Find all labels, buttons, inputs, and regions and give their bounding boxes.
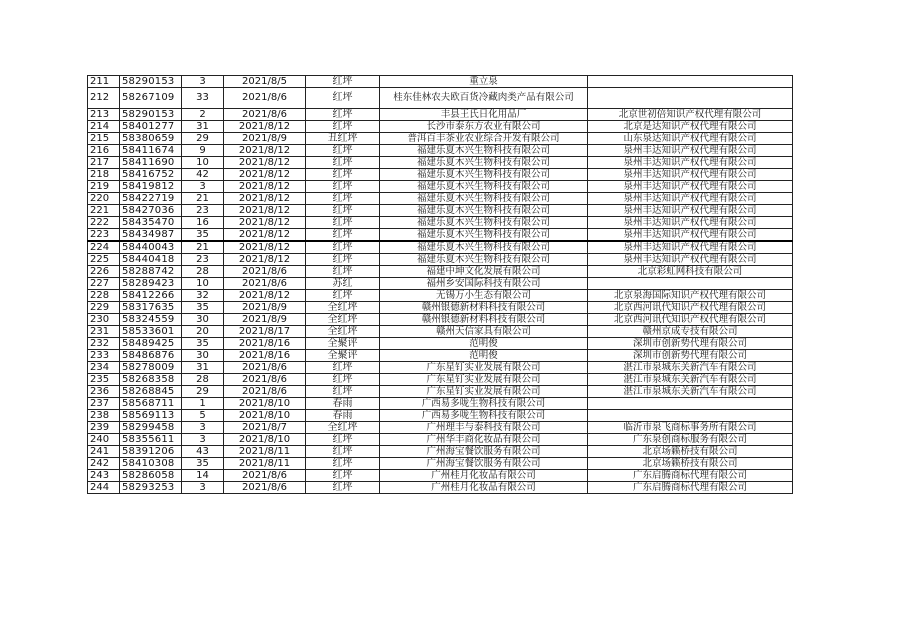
registration-number-cell: 58410308 [120, 458, 182, 470]
class-cell: 28 [182, 266, 224, 278]
status-cell: 全红坪 [306, 422, 380, 434]
status-cell: 红坪 [306, 241, 380, 254]
class-cell: 3 [182, 422, 224, 434]
registration-number-cell: 58434987 [120, 229, 182, 242]
row-number-cell: 211 [88, 76, 120, 88]
class-cell: 23 [182, 254, 224, 266]
registration-number-cell: 58411674 [120, 145, 182, 157]
table-row [88, 254, 793, 266]
date-cell: 2021/8/6 [224, 386, 306, 398]
applicant-cell: 丰县王氏日化用品厂 [380, 109, 588, 121]
table-row [88, 121, 793, 133]
table-row [88, 266, 793, 278]
date-cell: 2021/8/9 [224, 302, 306, 314]
agent-cell: 山东泉达知识产权代理有限公司 [588, 133, 793, 145]
registration-number-cell: 58324559 [120, 314, 182, 326]
agent-cell: 广东启腾商标代理有限公司 [588, 470, 793, 482]
status-cell: 红坪 [306, 362, 380, 374]
class-cell: 35 [182, 458, 224, 470]
class-cell: 42 [182, 169, 224, 181]
date-cell: 2021/8/6 [224, 88, 306, 109]
applicant-cell: 广州华丰商化妆品有限公司 [380, 434, 588, 446]
agent-cell: 泉州丰达知识产权代理有限公司 [588, 169, 793, 181]
row-number-cell: 237 [88, 398, 120, 410]
agent-cell: 泉州丰达知识产权代理有限公司 [588, 145, 793, 157]
status-cell: 红坪 [306, 434, 380, 446]
table-row [88, 109, 793, 121]
table-row [88, 434, 793, 446]
date-cell: 2021/8/7 [224, 422, 306, 434]
table-row [88, 398, 793, 410]
status-cell: 红坪 [306, 254, 380, 266]
class-cell: 43 [182, 446, 224, 458]
row-number-cell: 235 [88, 374, 120, 386]
registration-number-cell: 58489425 [120, 338, 182, 350]
class-cell: 10 [182, 157, 224, 169]
class-cell: 35 [182, 338, 224, 350]
table-row [88, 386, 793, 398]
applicant-cell: 广州海宝餐饮服务有限公司 [380, 458, 588, 470]
date-cell: 2021/8/10 [224, 434, 306, 446]
applicant-cell: 广东星钉实业发展有限公司 [380, 362, 588, 374]
table-row [88, 326, 793, 338]
row-number-cell: 232 [88, 338, 120, 350]
agent-cell: 北京泉海国际知识产权代理有限公司 [588, 290, 793, 302]
agent-cell: 深圳市创新势代理有限公司 [588, 350, 793, 362]
status-cell: 苏红 [306, 278, 380, 290]
class-cell: 14 [182, 470, 224, 482]
class-cell: 23 [182, 205, 224, 217]
date-cell: 2021/8/6 [224, 470, 306, 482]
date-cell: 2021/8/6 [224, 362, 306, 374]
date-cell: 2021/8/9 [224, 133, 306, 145]
class-cell: 30 [182, 350, 224, 362]
status-cell: 红坪 [306, 217, 380, 229]
applicant-cell: 福建乐夏木兴生物科技有限公司 [380, 193, 588, 205]
date-cell: 2021/8/11 [224, 446, 306, 458]
registration-number-cell: 58435470 [120, 217, 182, 229]
status-cell: 红坪 [306, 205, 380, 217]
date-cell: 2021/8/6 [224, 482, 306, 494]
row-number-cell: 241 [88, 446, 120, 458]
status-cell: 红坪 [306, 386, 380, 398]
status-cell: 全聚评 [306, 350, 380, 362]
agent-cell: 北京彩虹网科技有限公司 [588, 266, 793, 278]
status-cell: 红坪 [306, 121, 380, 133]
status-cell: 红坪 [306, 76, 380, 88]
status-cell: 红坪 [306, 157, 380, 169]
table-row [88, 88, 793, 109]
class-cell: 5 [182, 410, 224, 422]
table-row [88, 314, 793, 326]
registration-number-cell: 58419812 [120, 181, 182, 193]
class-cell: 10 [182, 278, 224, 290]
table-row [88, 133, 793, 145]
agent-cell [588, 278, 793, 290]
class-cell: 32 [182, 290, 224, 302]
date-cell: 2021/8/12 [224, 145, 306, 157]
registration-number-cell: 58290153 [120, 76, 182, 88]
class-cell: 29 [182, 133, 224, 145]
status-cell: 红坪 [306, 169, 380, 181]
agent-cell: 北京是达知识产权代理有限公司 [588, 121, 793, 133]
date-cell: 2021/8/10 [224, 410, 306, 422]
class-cell: 3 [182, 76, 224, 88]
agent-cell: 湛江市泉城东关新汽车有限公司 [588, 386, 793, 398]
row-number-cell: 214 [88, 121, 120, 133]
status-cell: 红坪 [306, 482, 380, 494]
date-cell: 2021/8/17 [224, 326, 306, 338]
class-cell: 3 [182, 482, 224, 494]
row-number-cell: 230 [88, 314, 120, 326]
registration-number-cell: 58440418 [120, 254, 182, 266]
date-cell: 2021/8/12 [224, 169, 306, 181]
status-cell: 全红坪 [306, 326, 380, 338]
table-row [88, 410, 793, 422]
table-row [88, 181, 793, 193]
agent-cell: 泉州丰达知识产权代理有限公司 [588, 205, 793, 217]
status-cell: 红坪 [306, 458, 380, 470]
row-number-cell: 224 [88, 241, 120, 254]
applicant-cell: 广州理丰与泰科技有限公司 [380, 422, 588, 434]
applicant-cell: 范明俊 [380, 338, 588, 350]
row-number-cell: 213 [88, 109, 120, 121]
row-number-cell: 244 [88, 482, 120, 494]
row-number-cell: 228 [88, 290, 120, 302]
table-body [88, 76, 793, 494]
table-row [88, 157, 793, 169]
row-number-cell: 240 [88, 434, 120, 446]
applicant-cell: 桂东佳林农夫欧百货冷藏肉类产品有限公司 [380, 88, 588, 109]
class-cell: 16 [182, 217, 224, 229]
registration-number-cell: 58355611 [120, 434, 182, 446]
status-cell: 红坪 [306, 145, 380, 157]
table-row [88, 422, 793, 434]
table-row [88, 362, 793, 374]
applicant-cell: 福建乐夏木兴生物科技有限公司 [380, 145, 588, 157]
row-number-cell: 216 [88, 145, 120, 157]
table-row [88, 338, 793, 350]
agent-cell [588, 88, 793, 109]
row-number-cell: 223 [88, 229, 120, 242]
date-cell: 2021/8/12 [224, 157, 306, 169]
applicant-cell: 赣州银德新材料科技有限公司 [380, 314, 588, 326]
class-cell: 2 [182, 109, 224, 121]
row-number-cell: 231 [88, 326, 120, 338]
table-row [88, 278, 793, 290]
date-cell: 2021/8/12 [224, 229, 306, 242]
registration-number-cell: 58289423 [120, 278, 182, 290]
registration-number-cell: 58268845 [120, 386, 182, 398]
applicant-cell: 赣州天信家具有限公司 [380, 326, 588, 338]
date-cell: 2021/8/10 [224, 398, 306, 410]
applicant-cell: 福建乐夏木兴生物科技有限公司 [380, 217, 588, 229]
registration-number-cell: 58278009 [120, 362, 182, 374]
class-cell: 21 [182, 193, 224, 205]
applicant-cell: 福建乐夏木兴生物科技有限公司 [380, 254, 588, 266]
row-number-cell: 227 [88, 278, 120, 290]
row-number-cell: 236 [88, 386, 120, 398]
registration-number-cell: 58391206 [120, 446, 182, 458]
agent-cell: 泉州丰达知识产权代理有限公司 [588, 157, 793, 169]
row-number-cell: 229 [88, 302, 120, 314]
agent-cell: 泉州丰达知识产权代理有限公司 [588, 217, 793, 229]
applicant-cell: 广东星钉实业发展有限公司 [380, 386, 588, 398]
agent-cell: 北京西河讯代知识产权代理有限公司 [588, 314, 793, 326]
table-row [88, 446, 793, 458]
registration-number-cell: 58412266 [120, 290, 182, 302]
applicant-cell: 赣州银德新材料科技有限公司 [380, 302, 588, 314]
row-number-cell: 226 [88, 266, 120, 278]
class-cell: 35 [182, 229, 224, 242]
registration-number-cell: 58422719 [120, 193, 182, 205]
status-cell: 红坪 [306, 88, 380, 109]
status-cell: 全红坪 [306, 314, 380, 326]
class-cell: 20 [182, 326, 224, 338]
applicant-cell: 广州桂月化妆品有限公司 [380, 482, 588, 494]
row-number-cell: 222 [88, 217, 120, 229]
class-cell: 28 [182, 374, 224, 386]
agent-cell: 北京西河讯代知识产权代理有限公司 [588, 302, 793, 314]
row-number-cell: 215 [88, 133, 120, 145]
agent-cell: 深圳市创新势代理有限公司 [588, 338, 793, 350]
applicant-cell: 无锡万小生态有限公司 [380, 290, 588, 302]
row-number-cell: 212 [88, 88, 120, 109]
agent-cell: 泉州丰达知识产权代理有限公司 [588, 254, 793, 266]
row-number-cell: 220 [88, 193, 120, 205]
agent-cell: 临沂市泉飞商标事务所有限公司 [588, 422, 793, 434]
date-cell: 2021/8/16 [224, 350, 306, 362]
status-cell: 全聚评 [306, 338, 380, 350]
table-row [88, 193, 793, 205]
date-cell: 2021/8/6 [224, 109, 306, 121]
class-cell: 31 [182, 121, 224, 133]
class-cell: 30 [182, 314, 224, 326]
class-cell: 1 [182, 398, 224, 410]
table-row [88, 229, 793, 242]
registration-number-cell: 58268358 [120, 374, 182, 386]
registration-number-cell: 58416752 [120, 169, 182, 181]
applicant-cell: 福建乐夏木兴生物科技有限公司 [380, 229, 588, 242]
registration-number-cell: 58286058 [120, 470, 182, 482]
applicant-cell: 福建乐夏木兴生物科技有限公司 [380, 157, 588, 169]
date-cell: 2021/8/12 [224, 181, 306, 193]
date-cell: 2021/8/12 [224, 241, 306, 254]
date-cell: 2021/8/5 [224, 76, 306, 88]
status-cell: 红坪 [306, 193, 380, 205]
status-cell: 红坪 [306, 446, 380, 458]
registration-number-cell: 58401277 [120, 121, 182, 133]
date-cell: 2021/8/12 [224, 193, 306, 205]
agent-cell: 北京世初倍知识产权代理有限公司 [588, 109, 793, 121]
record-table [87, 75, 793, 494]
agent-cell [588, 76, 793, 88]
status-cell: 红坪 [306, 290, 380, 302]
applicant-cell: 范明俊 [380, 350, 588, 362]
agent-cell: 泉州丰达知识产权代理有限公司 [588, 193, 793, 205]
applicant-cell: 重立泉 [380, 76, 588, 88]
applicant-cell: 福州乡安国际科技有限公司 [380, 278, 588, 290]
table-row [88, 482, 793, 494]
agent-cell: 泉州丰达知识产权代理有限公司 [588, 241, 793, 254]
table-row [88, 290, 793, 302]
row-number-cell: 217 [88, 157, 120, 169]
agent-cell: 湛江市泉城东关新汽车有限公司 [588, 374, 793, 386]
registration-number-cell: 58288742 [120, 266, 182, 278]
applicant-cell: 福建乐夏木兴生物科技有限公司 [380, 181, 588, 193]
row-number-cell: 218 [88, 169, 120, 181]
registration-number-cell: 58293253 [120, 482, 182, 494]
row-number-cell: 219 [88, 181, 120, 193]
registration-number-cell: 58440043 [120, 241, 182, 254]
registration-number-cell: 58380659 [120, 133, 182, 145]
applicant-cell: 广西易多咙生物科技有限公司 [380, 398, 588, 410]
registration-number-cell: 58290153 [120, 109, 182, 121]
date-cell: 2021/8/12 [224, 205, 306, 217]
date-cell: 2021/8/6 [224, 266, 306, 278]
registration-number-cell: 58267109 [120, 88, 182, 109]
class-cell: 33 [182, 88, 224, 109]
registration-number-cell: 58486876 [120, 350, 182, 362]
applicant-cell: 普洱百丰茶业农业综合开发有限公司 [380, 133, 588, 145]
class-cell: 35 [182, 302, 224, 314]
table-row [88, 169, 793, 181]
applicant-cell: 福建乐夏木兴生物科技有限公司 [380, 169, 588, 181]
date-cell: 2021/8/12 [224, 290, 306, 302]
table-row [88, 350, 793, 362]
class-cell: 9 [182, 145, 224, 157]
agent-cell: 湛江市泉城东关新汽车有限公司 [588, 362, 793, 374]
class-cell: 29 [182, 386, 224, 398]
table-row [88, 145, 793, 157]
row-number-cell: 233 [88, 350, 120, 362]
date-cell: 2021/8/16 [224, 338, 306, 350]
registration-number-cell: 58569113 [120, 410, 182, 422]
row-number-cell: 242 [88, 458, 120, 470]
date-cell: 2021/8/11 [224, 458, 306, 470]
agent-cell: 广东泉创商标服务有限公司 [588, 434, 793, 446]
table-row [88, 76, 793, 88]
status-cell: 春雨 [306, 398, 380, 410]
applicant-cell: 广州海宝餐饮服务有限公司 [380, 446, 588, 458]
date-cell: 2021/8/6 [224, 374, 306, 386]
applicant-cell: 福建中坤文化发展有限公司 [380, 266, 588, 278]
agent-cell: 泉州丰达知识产权代理有限公司 [588, 229, 793, 242]
status-cell: 红坪 [306, 109, 380, 121]
status-cell: 丑红坪 [306, 133, 380, 145]
applicant-cell: 广西易多咙生物科技有限公司 [380, 410, 588, 422]
class-cell: 3 [182, 181, 224, 193]
agent-cell: 泉州丰达知识产权代理有限公司 [588, 181, 793, 193]
registration-number-cell: 58568711 [120, 398, 182, 410]
class-cell: 31 [182, 362, 224, 374]
row-number-cell: 243 [88, 470, 120, 482]
registration-number-cell: 58427036 [120, 205, 182, 217]
table-row [88, 302, 793, 314]
agent-cell: 赣州京成专技有限公司 [588, 326, 793, 338]
status-cell: 春雨 [306, 410, 380, 422]
agent-cell: 北京场籁桥技有限公司 [588, 458, 793, 470]
row-number-cell: 221 [88, 205, 120, 217]
date-cell: 2021/8/9 [224, 314, 306, 326]
status-cell: 红坪 [306, 266, 380, 278]
agent-cell: 北京场籁桥技有限公司 [588, 446, 793, 458]
agent-cell: 广东启腾商标代理有限公司 [588, 482, 793, 494]
date-cell: 2021/8/12 [224, 217, 306, 229]
table-row [88, 217, 793, 229]
class-cell: 21 [182, 241, 224, 254]
class-cell: 3 [182, 434, 224, 446]
row-number-cell: 238 [88, 410, 120, 422]
status-cell: 红坪 [306, 229, 380, 242]
registration-number-cell: 58533601 [120, 326, 182, 338]
row-number-cell: 234 [88, 362, 120, 374]
table-row [88, 374, 793, 386]
registration-number-cell: 58299458 [120, 422, 182, 434]
applicant-cell: 福建乐夏木兴生物科技有限公司 [380, 241, 588, 254]
applicant-cell: 广州桂月化妆品有限公司 [380, 470, 588, 482]
status-cell: 红坪 [306, 470, 380, 482]
date-cell: 2021/8/12 [224, 254, 306, 266]
date-cell: 2021/8/12 [224, 121, 306, 133]
row-number-cell: 239 [88, 422, 120, 434]
date-cell: 2021/8/6 [224, 278, 306, 290]
registration-number-cell: 58411690 [120, 157, 182, 169]
table-row [88, 205, 793, 217]
table-row [88, 458, 793, 470]
table-row [88, 470, 793, 482]
agent-cell [588, 410, 793, 422]
table-row [88, 241, 793, 254]
status-cell: 红坪 [306, 181, 380, 193]
applicant-cell: 广东星钉实业发展有限公司 [380, 374, 588, 386]
status-cell: 红坪 [306, 374, 380, 386]
applicant-cell: 福建乐夏木兴生物科技有限公司 [380, 205, 588, 217]
status-cell: 全红坪 [306, 302, 380, 314]
registration-number-cell: 58317635 [120, 302, 182, 314]
agent-cell [588, 398, 793, 410]
applicant-cell: 长沙市泰东方农业有限公司 [380, 121, 588, 133]
row-number-cell: 225 [88, 254, 120, 266]
